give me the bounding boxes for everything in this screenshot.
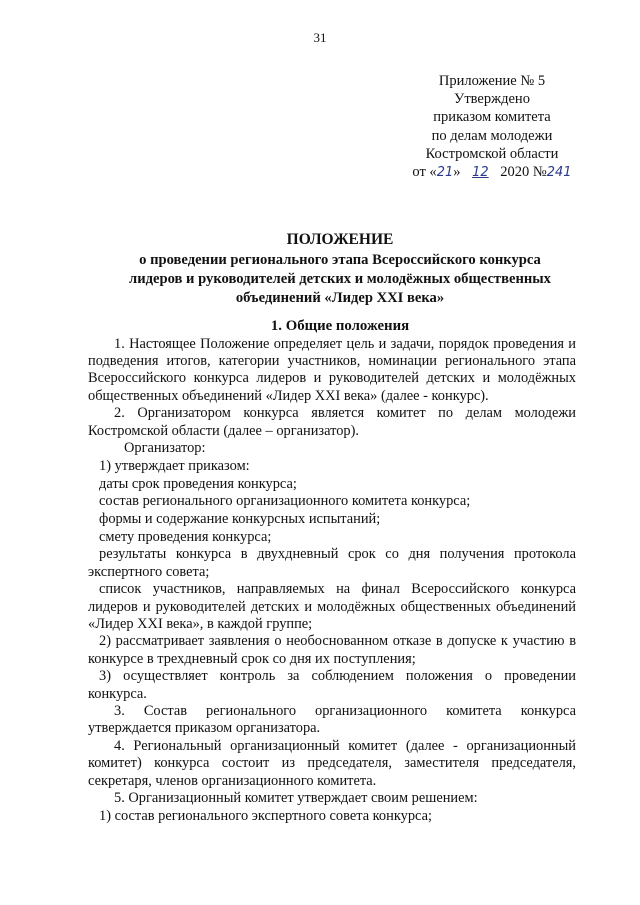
section-title: 1. Общие положения bbox=[270, 318, 410, 334]
list-item: результаты конкурса в двухдневный срок со дня получения протокола экспертного совета; bbox=[88, 546, 576, 580]
document-heading: ПОЛОЖЕНИЕ bbox=[286, 231, 394, 248]
list-item: 3) осуществляет контроль за соблюдением положения о проведении конкурса. bbox=[88, 668, 576, 702]
approved-line: Утверждено bbox=[454, 91, 530, 108]
title-line-2: лидеров и руководителей детских и молодёжных общественных bbox=[129, 271, 551, 287]
list-item: 1) утверждает приказом: bbox=[99, 457, 250, 474]
title-line-3: объединений «Лидер XXI века» bbox=[235, 290, 445, 306]
region-line: Костромской области bbox=[425, 145, 559, 162]
date-number-line bbox=[392, 163, 592, 182]
document-title-block bbox=[60, 230, 620, 308]
paragraph-5: 5. Организационный комитет утверждает своим решением: bbox=[114, 790, 478, 807]
list-item: даты срок проведения конкурса; bbox=[99, 475, 297, 492]
paragraph-organizer: Организатор: bbox=[124, 440, 206, 457]
committee-line: по делам молодежи bbox=[431, 127, 553, 144]
list-item: состав регионального организационного комитета конкурса; bbox=[99, 493, 471, 510]
handwritten-day: 21 bbox=[436, 165, 454, 181]
list-item: список участников, направляемых на финал Всероссийского конкурса лидеров и руководителей детских и молодёжных общественных объединений «Лидер XXI века», в каждой группе; bbox=[88, 581, 576, 632]
paragraph-2: 2. Организатором конкурса является комитет по делам молодежи Костромской области (далее – организатор). bbox=[88, 405, 576, 439]
section-body bbox=[88, 336, 576, 826]
handwritten-month: 12 bbox=[472, 165, 489, 181]
approval-stamp-block bbox=[392, 72, 592, 182]
title-line-1: о проведении регионального этапа Всероссийского конкурса bbox=[139, 252, 541, 268]
list-item: смету проведения конкурса; bbox=[99, 528, 272, 545]
order-line: приказом комитета bbox=[433, 109, 551, 126]
list-item: 1) состав регионального экспертного совета конкурса; bbox=[99, 807, 432, 824]
year-number-label: 2020 № bbox=[500, 164, 547, 181]
paragraph-1: 1. Настоящее Положение определяет цель и задачи, порядок проведения и подведения итогов, категории участников, номинации регионального этапа Всероссийского конкурса лидеров и руководителей детских и молодёжных общественных объединений «Лидер XXI века» (далее - конкурс). bbox=[88, 336, 576, 404]
paragraph-3: 3. Состав регионального организационного комитета конкурса утверждается приказом организатора. bbox=[88, 703, 576, 737]
date-day-close: » bbox=[453, 164, 461, 181]
paragraph-4: 4. Региональный организационный комитет (далее - организационный комитет) конкурса состоит из председателя, заместителя председателя, секретаря, членов организационного комитета. bbox=[88, 738, 576, 789]
handwritten-order-number: 241 bbox=[546, 165, 572, 181]
page-number: 31 bbox=[313, 30, 327, 45]
date-prefix: от « bbox=[412, 164, 437, 181]
list-item: формы и содержание конкурсных испытаний; bbox=[99, 511, 381, 528]
list-item: 2) рассматривает заявления о необоснованном отказе в допуске к участию в конкурсе в трехдневный срок со дня их поступления; bbox=[88, 633, 576, 667]
appendix-line: Приложение № 5 bbox=[438, 73, 546, 89]
